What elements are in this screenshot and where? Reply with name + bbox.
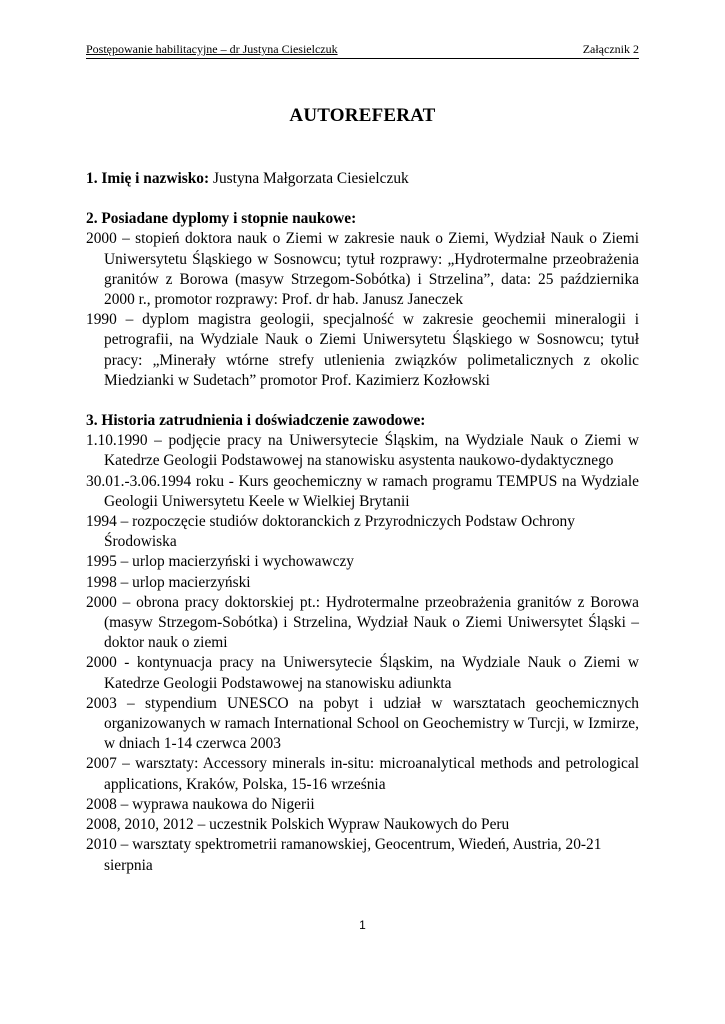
section-name-label: 1. Imię i nazwisko:	[86, 170, 210, 187]
employment-item: 1998 – urlop macierzyński	[86, 573, 251, 591]
document-title: AUTOREFERAT	[289, 105, 436, 126]
employment-item: 2008 – wyprawa naukowa do Nigerii	[86, 795, 315, 813]
page-header	[86, 42, 639, 59]
employment-item: 2003 – stypendium UNESCO na pobyt i udział w warsztatach geochemicznych organizowanych w ramach International School on Geochemistry w Turcji, w Izmirze, w dniach 1-14 czerwca 2003	[86, 694, 639, 753]
employment-item: 30.01.-3.06.1994 roku - Kurs geochemiczny w ramach programu TEMPUS na Wydziale Geologii Uniwersytetu Keele w Wielkiej Brytanii	[86, 472, 639, 510]
document-body	[86, 169, 639, 876]
employment-item: 2010 – warsztaty spektrometrii ramanowskiej, Geocentrum, Wiedeń, Austria, 20-21 sierpnia	[86, 836, 602, 874]
section-diplomas-heading: 2. Posiadane dyplomy i stopnie naukowe:	[86, 210, 357, 228]
section-name	[86, 169, 639, 189]
employment-item: 1994 – rozpoczęcie studiów doktoranckich z Przyrodniczych Podstaw Ochrony Środowiska	[86, 513, 575, 551]
employment-item: 2000 – obrona pracy doktorskiej pt.: Hydrotermalne przeobrażenia granitów z Borowa (masyw Strzegom-Sobótka) i Strzelina, Wydział Nauk o Ziemi Uniwersytet Śląski – doktor nauk o ziemi	[86, 593, 639, 652]
diploma-item: 1990 – dyplom magistra geologii, specjalność w zakresie geochemii mineralogii i petrografii, na Wydziale Nauk o Ziemi Uniwersytetu Śląskiego w Sosnowcu; tytuł pracy: „Minerały wtórne strefy utlenienia związków polimetalicznych z okolic Miedzianki w Sudetach” promotor Prof. Kazimierz Kozłowski	[86, 311, 639, 389]
page-number: 1	[359, 918, 366, 932]
section-employment-heading: 3. Historia zatrudnienia i doświadczenie zawodowe:	[86, 412, 426, 430]
header-right-text: Załącznik 2	[582, 42, 639, 56]
employment-item: 2008, 2010, 2012 – uczestnik Polskich Wypraw Naukowych do Peru	[86, 816, 510, 834]
employment-item: 2007 – warsztaty: Accessory minerals in-situ: microanalytical methods and petrological applications, Kraków, Polska, 15-16 września	[86, 755, 639, 793]
header-left-text: Postępowanie habilitacyjne – dr Justyna Ciesielczuk	[86, 42, 338, 56]
diploma-item: 2000 – stopień doktora nauk o Ziemi w zakresie nauk o Ziemi, Wydział Nauk o Ziemi Uniwersytetu Śląskiego w Sosnowcu; tytuł rozprawy: „Hydrotermalne przeobrażenia granitów z Borowa (masyw Strzegom-Sobótka) i Strzelina”, data: 25 października 2000 r., promotor rozprawy: Prof. dr hab. Janusz Janeczek	[86, 230, 639, 309]
employment-item: 1995 – urlop macierzyński i wychowawczy	[86, 553, 354, 571]
employment-item: 2000 - kontynuacja pracy na Uniwersytecie Śląskim, na Wydziale Nauk o Ziemi w Katedrze Geologii Podstawowej na stanowisku adiunkta	[86, 654, 639, 692]
section-name-value: Justyna Małgorzata Ciesielczuk	[209, 170, 409, 187]
employment-item: 1.10.1990 – podjęcie pracy na Uniwersytecie Śląskim, na Wydziale Nauk o Ziemi w Katedrze Geologii Podstawowej na stanowisku asystenta naukowo-dydaktycznego	[86, 432, 639, 470]
